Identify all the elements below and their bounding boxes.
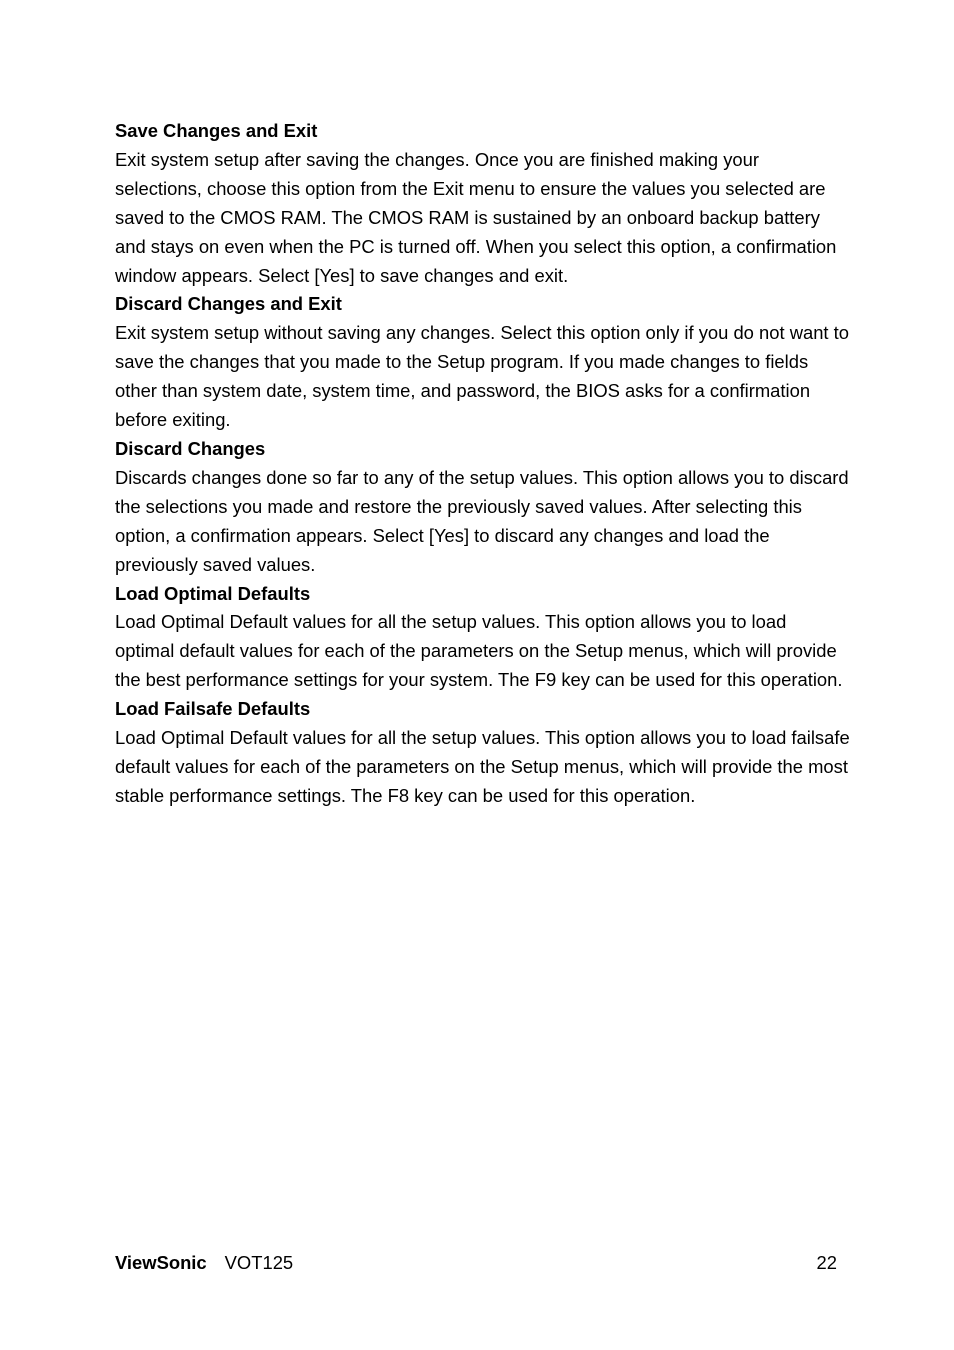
section-body: Load Optimal Default values for all the setup values. This option allows you to load optimal default values for each of the parameters on the Setup menus, which will provide the best performance settings for your system. The F9 key can be used for this operation. [115, 611, 843, 691]
section-body: Discards changes done so far to any of the setup values. This option allows you to discard the selections you made and restore the previously saved values. After selecting this option, a confirmation appears. Select [Yes] to discard any changes and load the previously saved values. [115, 466, 849, 575]
section-heading: Discard Changes and Exit [115, 293, 342, 315]
page-footer [115, 1249, 837, 1277]
section-body: Exit system setup without saving any changes. Select this option only if you do not want to save the changes that you made to the Setup program. If you made changes to fields other than system date, system time, and password, the BIOS asks for a confirmation before exiting. [115, 322, 849, 431]
section-load-failsafe-defaults [115, 695, 850, 811]
section-heading: Load Failsafe Defaults [115, 698, 311, 720]
document-body [115, 117, 850, 811]
footer-model: VOT125 [224, 1252, 294, 1273]
section-heading: Load Optimal Defaults [115, 582, 311, 604]
section-load-optimal-defaults [115, 580, 850, 696]
section-discard-changes [115, 435, 850, 580]
section-save-changes-and-exit [115, 117, 850, 290]
section-heading: Discard Changes [115, 437, 266, 459]
section-body: Load Optimal Default values for all the setup values. This option allows you to load failsafe default values for each of the parameters on the Setup menus, which will provide the most stable performance settings. The F8 key can be used for this operation. [115, 727, 850, 806]
section-heading: Save Changes and Exit [115, 120, 318, 141]
page-number: 22 [816, 1252, 837, 1273]
section-body: Exit system setup after saving the changes. Once you are finished making your selections, choose this option from the Exit menu to ensure the values you selected are saved to the CMOS RAM. The CMOS RAM is sustained by an onboard backup battery and stays on even when the PC is turned off. When you select this option, a confirmation window appears. Select [Yes] to save changes and exit. [115, 148, 837, 286]
footer-brand: ViewSonic [115, 1252, 207, 1273]
section-discard-changes-and-exit [115, 290, 850, 435]
